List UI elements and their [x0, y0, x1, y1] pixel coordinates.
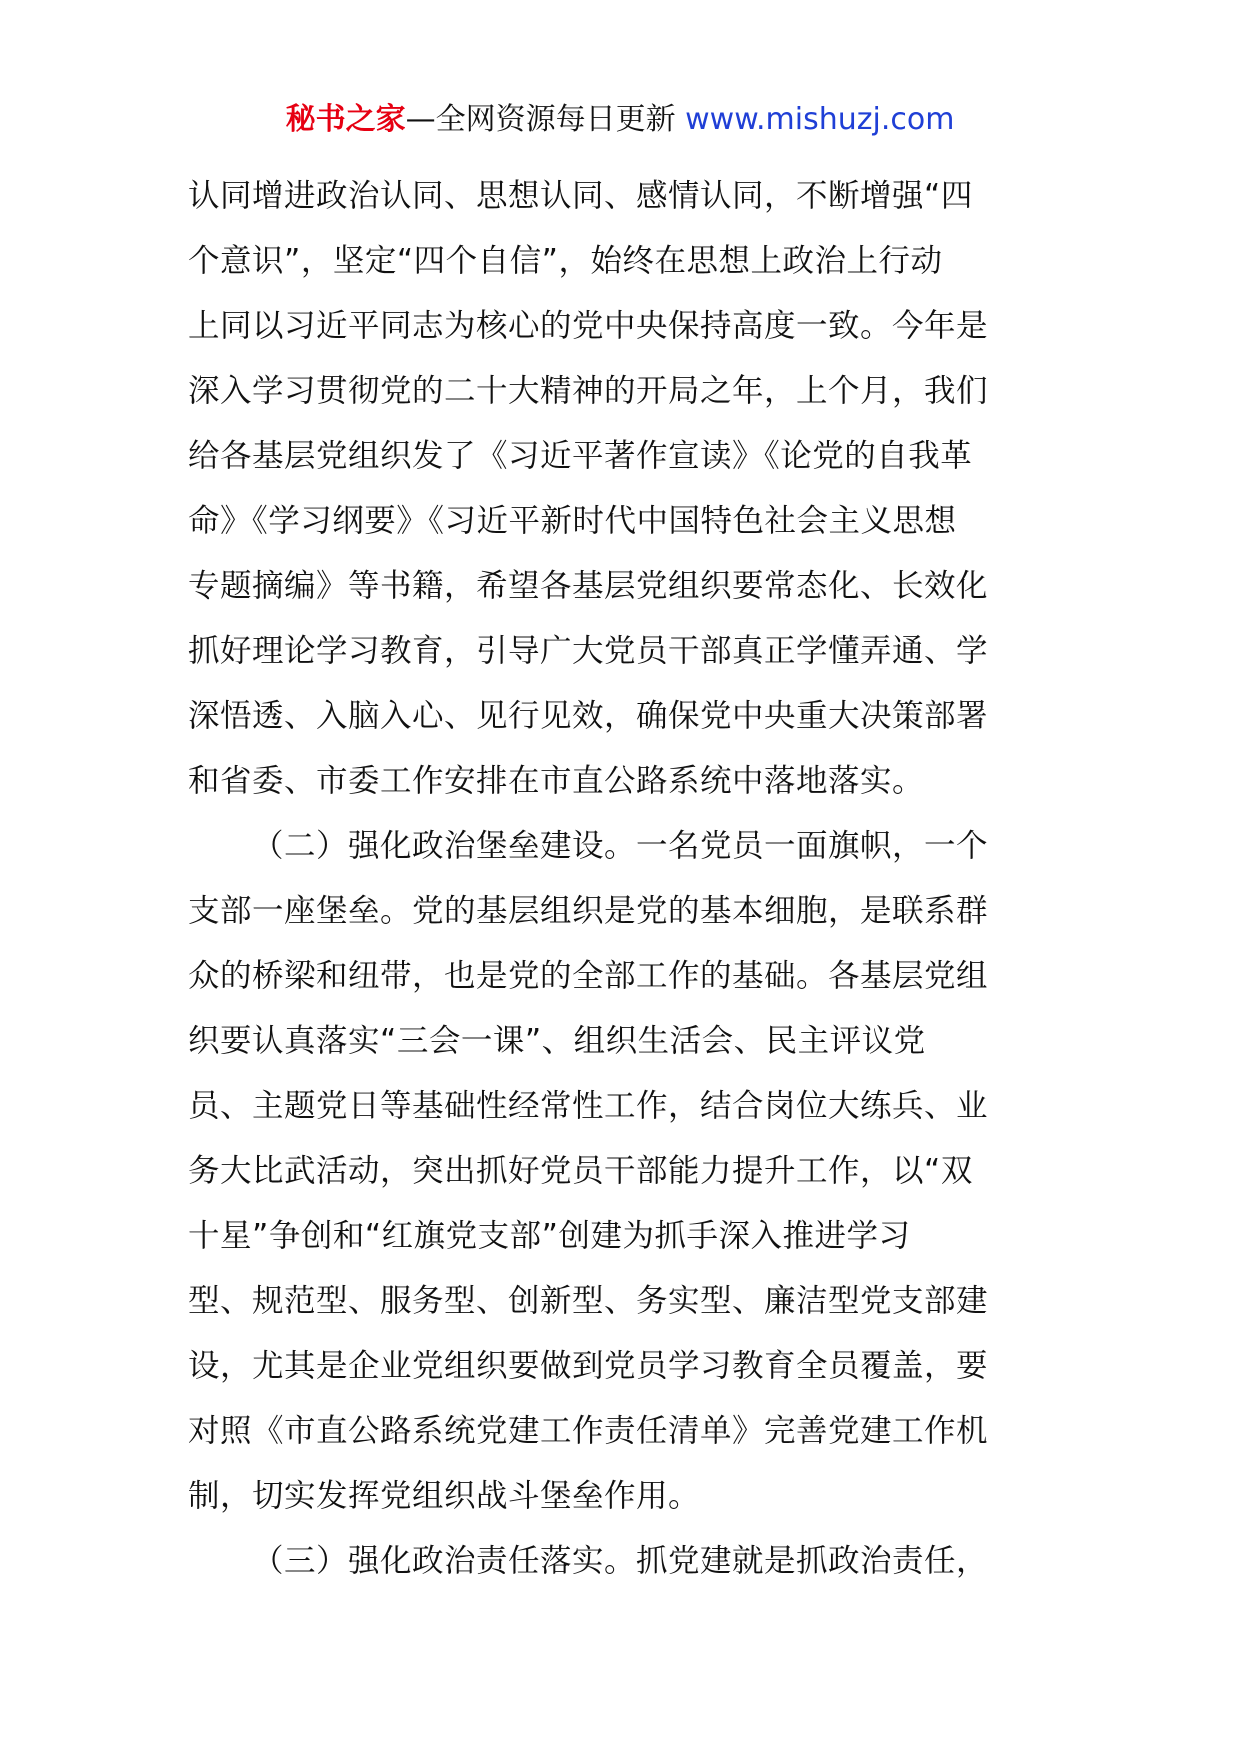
text-line: 制，切实发挥党组织战斗堡垒作用。	[188, 1478, 701, 1514]
text-line: 务大比武活动，突出抓好党员干部能力提升工作，以“双	[188, 1153, 973, 1189]
text-line: 织要认真落实“三会一课”、组织生活会、民主评议党	[188, 1023, 926, 1059]
site-url-link[interactable]: www.mishuzj.com	[685, 102, 955, 137]
text-line: 深悟透、入脑入心、见行见效，确保党中央重大决策部署	[188, 698, 989, 734]
text-line: 个意识”，坚定“四个自信”，始终在思想上政治上行动	[188, 243, 943, 279]
text-line: 支部一座堡垒。党的基层组织是党的基本细胞，是联系群	[188, 893, 989, 929]
site-header	[0, 100, 1240, 140]
text-line: 设，尤其是企业党组织要做到党员学习教育全员覆盖，要	[188, 1348, 989, 1384]
text-line: 十星”争创和“红旗党支部”创建为抓手深入推进学习	[188, 1218, 911, 1254]
text-line: 上同以习近平同志为核心的党中央保持高度一致。今年是	[188, 308, 989, 344]
document-body	[188, 164, 1058, 1594]
text-line: 众的桥梁和纽带，也是党的全部工作的基础。各基层党组	[188, 958, 989, 994]
text-line: 抓好理论学习教育，引导广大党员干部真正学懂弄通、学	[188, 633, 989, 669]
text-line: 对照《市直公路系统党建工作责任清单》完善党建工作机	[188, 1413, 989, 1449]
text-line: 型、规范型、服务型、创新型、务实型、廉洁型党支部建	[188, 1283, 989, 1319]
text-line: 专题摘编》等书籍，希望各基层党组织要常态化、长效化	[188, 568, 989, 604]
text-line: 深入学习贯彻党的二十大精神的开局之年，上个月，我们	[188, 373, 989, 409]
text-line: 命》《学习纲要》《习近平新时代中国特色社会主义思想	[188, 503, 957, 539]
section-heading-line: （三）强化政治责任落实。抓党建就是抓政治责任，	[252, 1543, 989, 1579]
text-line: 给各基层党组织发了《习近平著作宣读》《论党的自我革	[188, 438, 973, 474]
text-line: 员、主题党日等基础性经常性工作，结合岗位大练兵、业	[188, 1088, 989, 1124]
site-tagline: —全网资源每日更新	[405, 102, 676, 137]
text-line: 认同增进政治认同、思想认同、感情认同，不断增强“四	[188, 178, 973, 214]
text-line: 和省委、市委工作安排在市直公路系统中落地落实。	[188, 763, 925, 799]
section-heading-line: （二）强化政治堡垒建设。一名党员一面旗帜，一个	[252, 828, 989, 864]
site-brand: 秘书之家	[285, 102, 406, 137]
